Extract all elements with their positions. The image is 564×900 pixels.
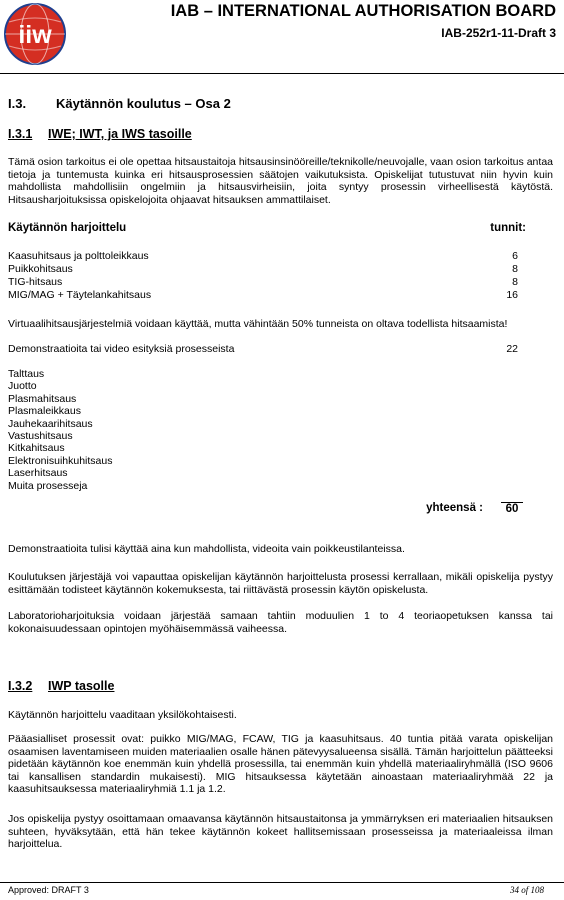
- list-item: Jauhekaarihitsaus: [8, 417, 93, 430]
- subsection-number-1: I.3.1: [8, 127, 33, 141]
- total-row: [8, 502, 523, 518]
- list-item: Plasmahitsaus: [8, 392, 77, 405]
- footer-divider: [0, 882, 564, 883]
- list-item: Plasmaleikkaus: [8, 405, 81, 418]
- list-item: Elektronisuihkuhitsaus: [8, 454, 113, 467]
- subsection-title-2: IWP tasolle: [48, 679, 115, 693]
- table-header-label: Käytännön harjoittelu: [8, 222, 127, 234]
- table-row: MIG/MAG + Täytelankahitsaus 16: [8, 289, 518, 301]
- subsection-title-1: IWE; IWT, ja IWS tasoille: [48, 127, 192, 141]
- iwp-processes-paragraph: Pääasialliset prosessit ovat: puikko MIG/MAG, FCAW, TIG ja kaasuhitsaus. 40 tuntia pitää varata opiskelijan osaamisen laventamiseen muiden materiaalien osalle hänen pätevyysalueensa sisällä. Tämän harjoittelun päätteeksi pidetään käytännön koe enemmän kuin yhdellä prosessilla, tai enemmän kuin yhdellä materiaaliryhmällä (ISO 9606 tai kansallisen standardin mukaisesti). MIG hitsauksessa käytetään ainoastaan materiaaliryhmää 22 ja kaasuhitsauksessa materiaaliryhmiä 1.1 ja 1.2.: [8, 733, 553, 796]
- document-id: IAB-252r1-11-Draft 3: [441, 26, 556, 40]
- list-item: Talttaus: [8, 368, 45, 380]
- list-item: Muita prosesseja: [8, 479, 88, 492]
- logo-text: iiw: [18, 21, 52, 49]
- virtual-welding-note: Virtuaalihitsausjärjestelmiä voidaan käyttää, mutta vähintään 50% tunneista on oltava todellista hitsaamista!: [8, 318, 508, 330]
- demo-hours: 22: [506, 343, 518, 355]
- demo-paragraph: Demonstraatioita tulisi käyttää aina kun mahdollista, videoita vain poikkeustilanteissa.: [8, 543, 405, 555]
- section-heading: [8, 96, 231, 111]
- header-divider: [0, 73, 564, 74]
- table-row: Kaasuhitsaus ja polttoleikkaus 6: [8, 250, 518, 262]
- subsection-number-2: I.3.2: [8, 679, 33, 693]
- exemption-paragraph: Koulutuksen järjestäjä voi vapauttaa opiskelijan käytännön harjoittelusta prosessi kerrallaan, mikäli opiskelija pystyy esittämään todisteet käytännön kokemuksesta, tai riittävästä prosessin käytön opiskelusta.: [8, 571, 553, 596]
- total-label: yhteensä :: [426, 502, 483, 514]
- list-item: Vastushitsaus: [8, 430, 73, 443]
- table-header-unit: tunnit:: [490, 222, 526, 234]
- list-item: Laserhitsaus: [8, 467, 68, 480]
- header-title: IAB – INTERNATIONAL AUTHORISATION BOARD: [170, 2, 556, 20]
- intro-paragraph: Tämä osion tarkoitus ei ole opettaa hitsaustaitoja hitsausinsinööreille/teknikolle/neuvojalle, vaan osion tarkoitus antaa tietoja ja tuntemusta kuinka eri hitsausprosessien säätojen vaikutuksista. Opiskelijat tutustuvat niin hyvin kuin mahdollista mahdollisiin ongelmiin ja hitsausvirheisiin, joita syntyy prosessin virheellisestä käytöstä. Hitsausharjoituksissa opiskelojoita ohjaavat hitsauksen ammattilaiset.: [8, 156, 553, 206]
- list-item: Kitkahitsaus: [8, 442, 65, 455]
- total-value: 60: [501, 502, 523, 515]
- demo-label: Demonstraatioita tai video esityksiä prosesseista: [8, 343, 235, 355]
- iiw-logo: [3, 2, 67, 66]
- subsection-heading-1: [8, 127, 192, 141]
- iwp-exemption-paragraph: Jos opiskelija pystyy osoittamaan omaavansa käytännön hitsaustaitonsa ja ymmärryksen eri materiaalien hitsauksen suhteen, hyväksytään, että hän tekee käytännön kokeet hallitsemissaan prosesseissa ja materiaaleissa ilman harjoittelua.: [8, 813, 553, 851]
- demo-row: [8, 343, 518, 356]
- section-title: Käytännön koulutus – Osa 2: [56, 96, 231, 111]
- subsection-heading-2: [8, 679, 114, 693]
- laboratory-paragraph: Laboratorioharjoituksia voidaan järjestää samaan tahtiin moduulien 1 to 4 teoriaopetuksen kanssa tai kokonaisuudessaan opintojen myöhäisemmässä vaiheessa.: [8, 610, 553, 635]
- process-list: [8, 368, 112, 492]
- list-item: Juotto: [8, 380, 37, 393]
- table-row: Puikkohitsaus 8: [8, 263, 518, 275]
- table-row: TIG-hitsaus 8: [8, 276, 518, 288]
- iwp-intro-paragraph: Käytännön harjoittelu vaaditaan yksilökohtaisesti.: [8, 709, 237, 721]
- page-number: 34 of 108: [509, 885, 544, 895]
- section-number: I.3.: [8, 96, 27, 111]
- approval-status: Approved: DRAFT 3: [8, 885, 89, 895]
